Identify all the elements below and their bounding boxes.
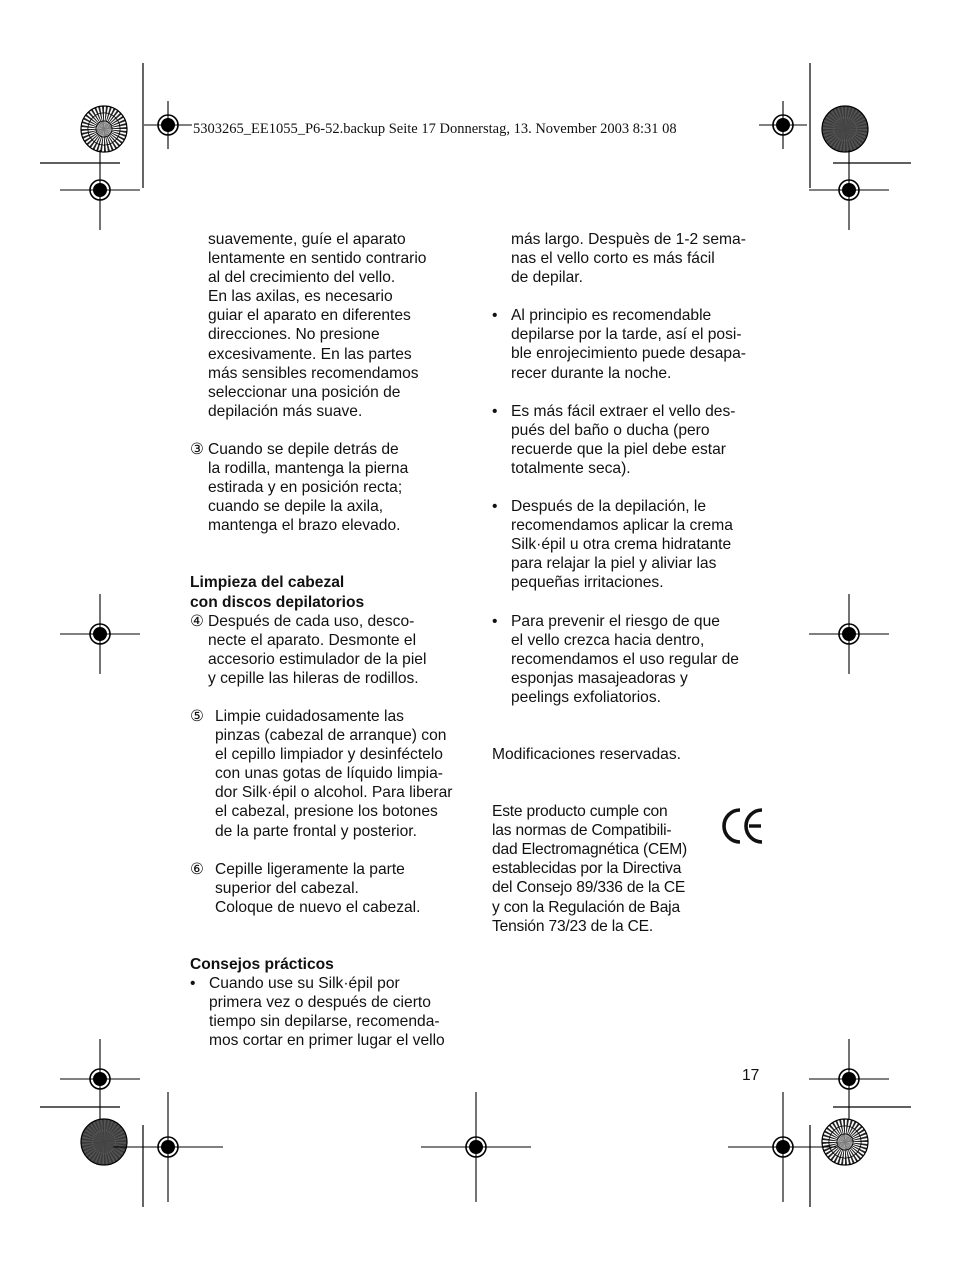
text-line: nas el vello corto es más fácil <box>511 250 715 268</box>
tips-heading: Consejos prácticos <box>190 955 334 973</box>
text-line: recer durante la noche. <box>511 364 672 382</box>
text-line: con unas gotas de líquido limpia- <box>215 765 443 783</box>
text-line: seleccionar una posición de <box>208 383 401 401</box>
bullet-marker: • <box>492 612 498 630</box>
text-line: tiempo sin depilarse, recomenda- <box>209 1013 440 1031</box>
text-line: totalmente seca). <box>511 459 631 477</box>
text-line: Cepille ligeramente la parte <box>215 860 405 878</box>
text-line: lentamente en sentido contrario <box>208 250 427 268</box>
bullet-marker: • <box>190 975 196 992</box>
text-line: pequeñas irritaciones. <box>511 574 664 592</box>
text-line: En las axilas, es necesario <box>208 288 393 306</box>
reserved-notice: Modificaciones reservadas. <box>492 745 681 763</box>
text-line: peelings exfoliatorios. <box>511 688 661 706</box>
text-line: accesorio estimulador de la piel <box>208 650 427 668</box>
bullet-marker: • <box>492 498 498 516</box>
text-line: estirada y en posición recta; <box>208 479 403 497</box>
bullet-marker: • <box>492 402 498 420</box>
print-header: 5303265_EE1055_P6-52.backup Seite 17 Donnerstag, 13. November 2003 8:31 08 <box>193 121 677 137</box>
text-line: de la parte frontal y posterior. <box>215 822 417 840</box>
text-line: Es más fácil extraer el vello des- <box>511 402 736 420</box>
text-line: el cepillo limpiador y desinféctelo <box>215 746 443 764</box>
text-line: esponjas masajeadoras y <box>511 669 688 687</box>
step-marker: ③ <box>190 440 204 458</box>
text-line: y con la Regulación de Baja <box>492 898 680 916</box>
text-line: Silk·épil u otra crema hidratante <box>511 536 732 554</box>
cleaning-heading: Limpieza del cabezal <box>190 574 345 592</box>
cleaning-heading: con discos depilatorios <box>190 593 365 611</box>
text-line: Después de la depilación, le <box>511 498 707 516</box>
text-line: primera vez o después de cierto <box>209 994 431 1012</box>
text-line: pués del baño o ducha (pero <box>511 421 710 439</box>
page-number: 17 <box>742 1067 760 1084</box>
step-marker: ⑤ <box>190 707 204 725</box>
text-line: ble enrojecimiento puede desapa- <box>511 345 746 363</box>
text-line: dad Electromagnética (CEM) <box>492 841 687 859</box>
text-line: Para prevenir el riesgo de que <box>511 612 720 630</box>
registration-mark-icon <box>60 150 140 230</box>
registration-mark-icon <box>759 101 807 149</box>
registration-mark-icon <box>809 594 889 674</box>
text-line: Al principio es recomendable <box>511 307 712 325</box>
text-line: recuerde que la piel debe estar <box>511 440 726 458</box>
text-line: y cepille las hileras de rodillos. <box>208 669 419 687</box>
text-line: mantenga el brazo elevado. <box>208 517 401 535</box>
text-line: Coloque de nuevo el cabezal. <box>215 898 421 916</box>
text-line: establecidas por la Directiva <box>492 860 682 878</box>
registration-mark-icon <box>421 1092 531 1202</box>
bullet-marker: • <box>492 307 498 325</box>
step-marker: ④ <box>190 612 204 630</box>
text-line: Tensión 73/23 de la CE. <box>492 917 653 935</box>
text-line: Cuando use su Silk·épil por <box>209 975 400 992</box>
text-line: superior del cabezal. <box>215 879 359 897</box>
text-line: dor Silk·épil o alcohol. Para liberar <box>215 784 453 802</box>
starburst-color-bar-icon <box>81 106 127 152</box>
text-line: al del crecimiento del vello. <box>208 269 396 287</box>
text-line: para relajar la piel y aliviar las <box>511 555 717 573</box>
starburst-color-bar-icon <box>822 106 868 152</box>
text-line: suavemente, guíe el aparato <box>208 231 406 248</box>
registration-mark-icon <box>144 101 192 149</box>
text-line: más sensibles recomendamos <box>208 364 419 382</box>
registration-mark-icon <box>60 1039 140 1119</box>
starburst-color-bar-icon <box>822 1119 868 1165</box>
text-line: Limpie cuidadosamente las <box>215 707 404 725</box>
registration-mark-icon <box>60 594 140 674</box>
text-line: direcciones. No presione <box>208 326 380 344</box>
registration-mark-icon <box>809 1039 889 1119</box>
registration-mark-icon <box>113 1092 223 1202</box>
text-line: recomendamos el uso regular de <box>511 650 739 668</box>
text-line: necte el aparato. Desmonte el <box>208 631 417 649</box>
text-line: cuando se depile la axila, <box>208 498 384 516</box>
text-line: excesivamente. En las partes <box>208 345 412 363</box>
registration-mark-icon <box>809 150 889 230</box>
text-line: el cabezal, presione los botones <box>215 803 438 821</box>
registration-mark-icon <box>728 1092 838 1202</box>
text-line: guiar el aparato en diferentes <box>208 307 411 325</box>
text-line: Después de cada uso, desco- <box>208 612 415 630</box>
text-line: recomendamos aplicar la crema <box>511 517 733 535</box>
text-line: de depilar. <box>511 269 583 287</box>
text-line: mos cortar en primer lugar el vello <box>209 1032 445 1050</box>
text-line: el vello crezca hacia dentro, <box>511 631 705 649</box>
text-line: depilarse por la tarde, así el posi- <box>511 326 742 344</box>
text-line: depilación más suave. <box>208 402 363 420</box>
text-line: más largo. Despuès de 1-2 sema- <box>511 231 746 248</box>
text-line: pinzas (cabezal de arranque) con <box>215 727 447 745</box>
text-line: Cuando se depile detrás de <box>208 440 399 458</box>
starburst-color-bar-icon <box>81 1119 127 1165</box>
text-line: del Consejo 89/336 de la CE <box>492 879 686 897</box>
step-marker: ⑥ <box>190 860 204 878</box>
text-line: las normas de Compatibili- <box>492 822 672 840</box>
text-line: la rodilla, mantenga la pierna <box>208 460 409 478</box>
text-line: Este producto cumple con <box>492 803 668 821</box>
